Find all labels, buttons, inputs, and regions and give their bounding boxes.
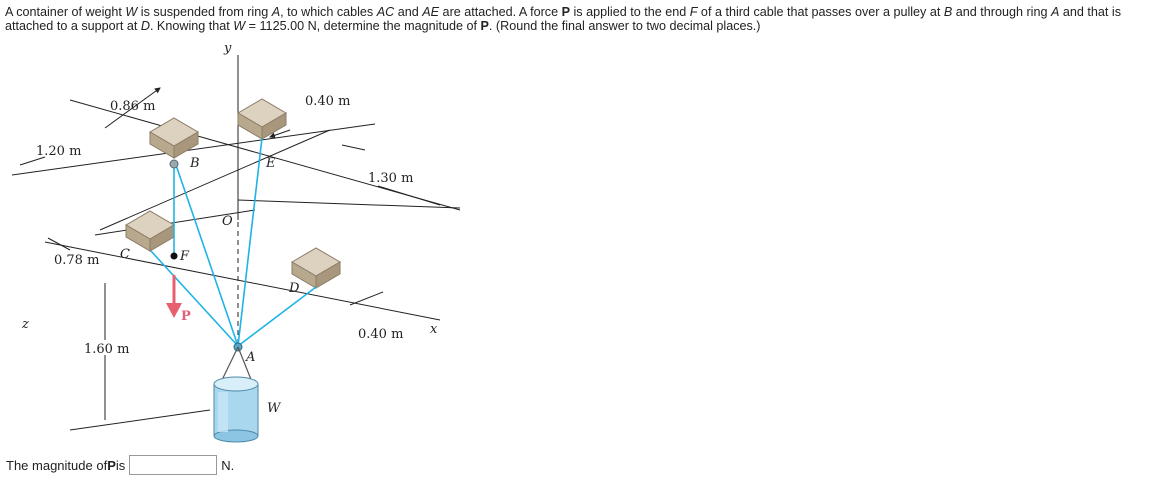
force-p-arrowhead bbox=[166, 303, 182, 318]
label-e: E bbox=[266, 156, 276, 171]
label-c: C bbox=[120, 247, 130, 262]
dim-040-bottom-label: 0.40 m bbox=[358, 327, 404, 342]
axis-label-x: x bbox=[430, 322, 438, 337]
cable-ca bbox=[151, 251, 238, 346]
problem-figure bbox=[0, 30, 480, 450]
support-block-b bbox=[150, 118, 198, 158]
label-f: F bbox=[180, 249, 190, 264]
dim-130-label: 1.30 m bbox=[368, 171, 414, 186]
dim-040-top-label: 0.40 m bbox=[305, 94, 351, 109]
answer-input[interactable] bbox=[129, 455, 217, 475]
cable-da bbox=[238, 287, 316, 346]
dim-120-label: 1.20 m bbox=[36, 144, 82, 159]
label-p: P bbox=[181, 309, 191, 324]
ceiling-grid bbox=[12, 100, 460, 320]
support-block-c bbox=[126, 211, 174, 251]
label-a: A bbox=[246, 350, 256, 365]
dim-160-label: 1.60 m bbox=[84, 342, 130, 357]
label-o: O bbox=[222, 214, 233, 229]
label-d: D bbox=[289, 281, 300, 296]
answer-unit: N. bbox=[221, 457, 235, 473]
pulley-b bbox=[170, 160, 178, 168]
answer-is: is bbox=[115, 457, 126, 473]
cables bbox=[151, 138, 316, 346]
label-b: B bbox=[190, 156, 200, 171]
answer-row bbox=[6, 455, 234, 475]
dim-086-label: 0.86 m bbox=[110, 99, 156, 114]
problem-statement: A container of weight W is suspended from ring A, to which cables AC and AE are attached. A force P is applied to the end F of a third cable that passes over a pulley at B and through ring A and that is attached to a support at D. Knowing that W = 1125.00 N, determine the magnitude of P. (Round the final answer to two decimal places.) bbox=[5, 5, 1122, 33]
answer-bold-p: P bbox=[107, 457, 116, 473]
axis-label-z: z bbox=[22, 317, 29, 332]
cable-ea bbox=[238, 138, 262, 346]
axis-label-y: y bbox=[224, 41, 232, 56]
label-w: W bbox=[267, 401, 281, 416]
dim-078-label: 0.78 m bbox=[54, 253, 100, 268]
point-f bbox=[171, 253, 178, 260]
support-block-e bbox=[238, 99, 286, 139]
answer-prefix: The magnitude of bbox=[6, 457, 108, 473]
